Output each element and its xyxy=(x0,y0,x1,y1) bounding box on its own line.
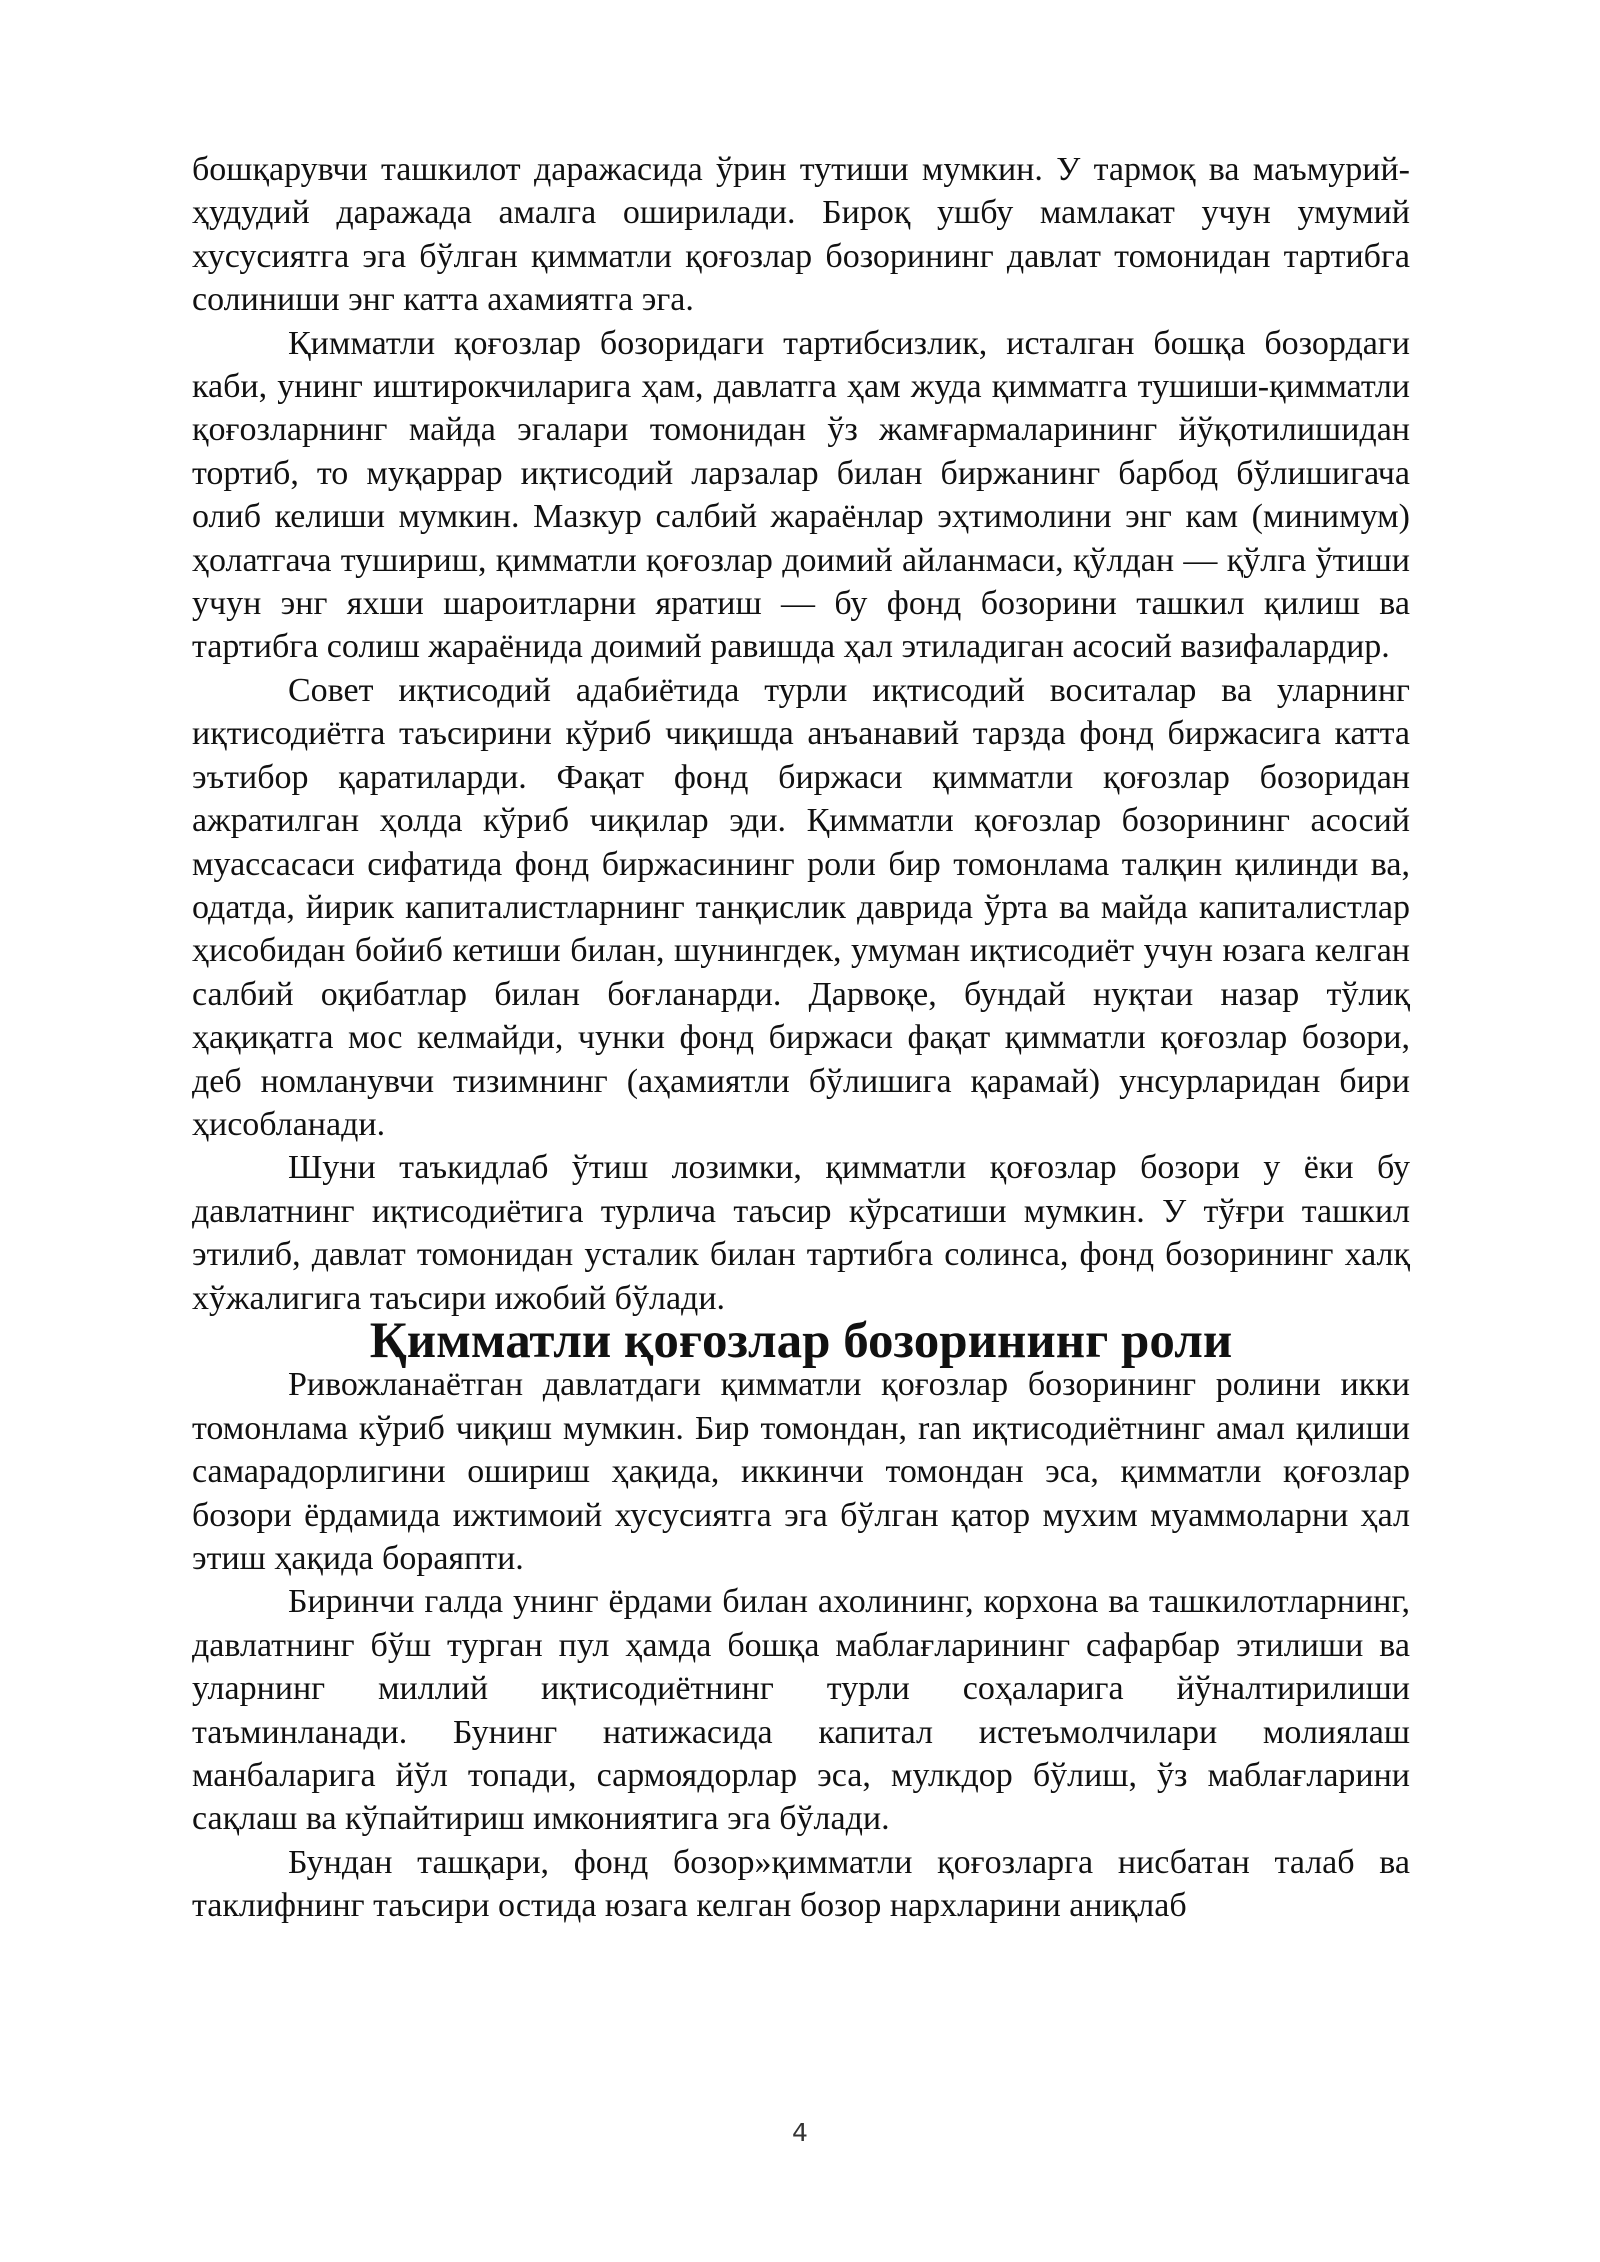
paragraph-developing-state: Ривожланаётган давлатдаги қимматли қоғозлар бозорининг ролини икки томонлама кўриб чиқиш мумкин. Бир томондан, ran иқтисодиётнинг амал қилиши самарадорлигини ошириш ҳақида, иккинчи томондан эса, қимматли қоғозлар бозори ёрдамида ижтимоий хусусиятга эга бўлган қатор мухим муаммоларни ҳал этиш ҳақида бораяпти. xyxy=(192,1366,1410,1577)
paragraph-first-mobilization: Биринчи галда унинг ёрдами билан ахолининг, корхона ва ташкилотларнинг, давлатнинг бўш турган пул ҳамда бошқа маблағларининг сафарбар этилиши ва уларнинг миллий иқтисодиётнинг турли соҳаларига йўналтирилиши таъминланади. Бунинг натижасида капитал истеъмолчилари молиялаш манбаларига йўл топади, сармоядорлар эса, мулкдор бўлиш, ўз маблағларини сақлаш ва кўпайтириш имкониятига эга бўлади. xyxy=(192,1583,1410,1838)
section-heading: Қимматли қоғозлар бозорининг роли xyxy=(369,1312,1233,1369)
paragraph-soviet-literature: Совет иқтисодий адабиётида турли иқтисодий воситалар ва уларнинг иқтисодиётга таъсирини кўриб чиқишда анъанавий тарзда фонд биржасига катта эътибор қаратиларди. Фақат фонд биржаси қимматли қоғозлар бозоридан ажратилган ҳолда кўриб чиқилар эди. Қимматли қоғозлар бозорининг асосий муассасаси сифатида фонд биржасининг роли бир томонлама талқин қилинди ва, одатда, йирик капиталистларнинг танқислик даврида ўрта ва майда капиталистлар ҳисобидан бойиб кетиши билан, шунингдек, умуман иқтисодиёт учун юзага келган салбий оқибатлар билан боғланарди. Дарвоқе, бундай нуқтаи назар тўлиқ ҳақиқатга мос келмайди, чунки фонд биржаси фақат қимматли қоғозлар бозори, деб номланувчи тизимнинг (аҳамиятли бўлишига қарамай) унсурларидан бири ҳисобланади. xyxy=(192,671,1410,1143)
paragraph-continuation: бошқарувчи ташкилот даражасида ўрин тутиши мумкин. У тармоқ ва маъмурий-ҳудудий даражада амалга оширилади. Бироқ ушбу мамлакат учун умумий хусусиятга эга бўлган қимматли қоғозлар бозорининг давлат томонидан тартибга солиниши энг катта ахамиятга эга. xyxy=(192,151,1410,319)
paragraph-market-prices: Бундан ташқари, фонд бозор»қимматли қоғозларга нисбатан талаб ва таклифнинг таъсири остида юзага келган бозор нархларини аниқлаб xyxy=(192,1843,1410,1925)
document-body xyxy=(192,148,1410,1928)
paragraph-market-disorder: Қимматли қоғозлар бозоридаги тартибсизлик, исталган бошқа бозордаги каби, унинг иштирокчиларига ҳам, давлатга ҳам жуда қимматга тушиши-қимматли қоғозларнинг майда эгалари томонидан ўз жамғармаларининг йўқотилишидан тортиб, то муқаррар иқтисодий ларзалар билан биржанинг барбод бўлишигача олиб келиши мумкин. Мазкур салбий жараёнлар эҳтимолини энг кам (минимум) ҳолатгача тушириш, қимматли қоғозлар доимий айланмаси, қўлдан — қўлга ўтиши учун энг яхши шароитларни яратиш — бу фонд бозорини ташкил қилиш ва тартибга солиш жараёнида доимий равишда ҳал этиладиган асосий вазифалардир. xyxy=(192,324,1410,666)
paragraph-market-influence: Шуни таъкидлаб ўтиш лозимки, қимматли қоғозлар бозори у ёки бу давлатнинг иқтисодиётига турлича таъсир кўрсатиши мумкин. У тўғри ташкил этилиб, давлат томонидан усталик билан тартибга солинса, фонд бозорининг халқ хўжалигига таъсири ижобий бўлади. xyxy=(192,1149,1410,1317)
page-number: 4 xyxy=(792,2118,808,2147)
